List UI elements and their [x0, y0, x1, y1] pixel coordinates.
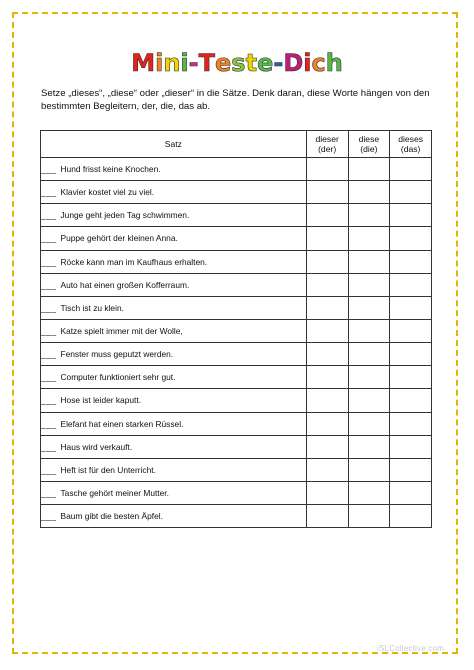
answer-cell-dieses[interactable] [390, 412, 432, 435]
instructions-text: Setze „dieses“, „diese“ oder „dieser“ in die Sätze. Denk daran, diese Worte hängen von den bestimmten Begleitern, der, die, das ab. [41, 88, 430, 112]
answer-cell-dieser[interactable] [306, 366, 348, 389]
sentence-cell [41, 296, 307, 319]
answer-cell-dieses[interactable] [390, 505, 432, 528]
header-diese-article: (die) [360, 144, 378, 154]
table-row [41, 505, 432, 528]
sentence-text: Fenster muss geputzt werden. [60, 349, 174, 360]
fill-in-blank[interactable]: ___ [41, 372, 57, 383]
title-letter: M [131, 49, 156, 77]
title-letter: t [245, 49, 258, 77]
fill-in-blank[interactable]: ___ [41, 187, 57, 198]
sentence-cell [41, 366, 307, 389]
table-row [41, 435, 432, 458]
fill-in-blank[interactable]: ___ [41, 349, 57, 360]
title-letter: T [198, 49, 215, 77]
sentence-text: Baum gibt die besten Äpfel. [60, 511, 163, 522]
answer-cell-dieser[interactable] [306, 319, 348, 342]
answer-cell-diese[interactable] [348, 435, 390, 458]
header-diese [348, 131, 390, 158]
answer-cell-diese[interactable] [348, 273, 390, 296]
title-letter: i [303, 49, 312, 77]
table-row [41, 181, 432, 204]
header-dieses-word: dieses [398, 134, 424, 144]
answer-cell-dieses[interactable] [390, 296, 432, 319]
header-sentence: Satz [41, 131, 307, 158]
answer-cell-diese[interactable] [348, 158, 390, 181]
header-dieses [390, 131, 432, 158]
sentence-cell [41, 389, 307, 412]
fill-in-blank[interactable]: ___ [41, 418, 57, 429]
fill-in-blank[interactable]: ___ [41, 164, 57, 175]
answer-cell-dieser[interactable] [306, 296, 348, 319]
answer-cell-dieses[interactable] [390, 273, 432, 296]
sentence-cell [41, 481, 307, 504]
table-header-row [41, 131, 432, 158]
answer-cell-dieses[interactable] [390, 181, 432, 204]
answer-cell-dieser[interactable] [306, 273, 348, 296]
sentence-cell [41, 181, 307, 204]
title-letter: n [163, 49, 181, 77]
answer-cell-diese[interactable] [348, 227, 390, 250]
answer-cell-dieser[interactable] [306, 227, 348, 250]
title-letter: s [231, 49, 246, 77]
title-letter: e [215, 49, 232, 77]
sentence-cell [41, 273, 307, 296]
exercise-table [40, 130, 432, 528]
sentence-text: Computer funktioniert sehr gut. [60, 372, 176, 383]
title-letter: h [325, 49, 343, 77]
sentence-cell [41, 458, 307, 481]
answer-cell-diese[interactable] [348, 458, 390, 481]
table-row [41, 296, 432, 319]
sentence-cell [41, 412, 307, 435]
table-row [41, 319, 432, 342]
answer-cell-dieser[interactable] [306, 250, 348, 273]
sentence-text: Hose ist leider kaputt. [60, 395, 142, 406]
header-diese-word: diese [358, 134, 380, 144]
title-letter: i [180, 49, 189, 77]
answer-cell-diese[interactable] [348, 412, 390, 435]
sentence-text: Klavier kostet viel zu viel. [60, 187, 155, 198]
title-letter: D [283, 49, 304, 77]
answer-cell-dieses[interactable] [390, 435, 432, 458]
answer-cell-dieser[interactable] [306, 158, 348, 181]
sentence-cell [41, 250, 307, 273]
sentence-text: Elefant hat einen starken Rüssel. [60, 418, 184, 429]
watermark: iSLCollective.com [377, 644, 444, 653]
fill-in-blank[interactable]: ___ [41, 279, 57, 290]
fill-in-blank[interactable]: ___ [41, 256, 57, 267]
header-dieser-word: dieser [315, 134, 339, 144]
answer-cell-dieses[interactable] [390, 389, 432, 412]
answer-cell-dieser[interactable] [306, 204, 348, 227]
table-row [41, 343, 432, 366]
title-letter: c [311, 49, 326, 77]
sentence-text: Tasche gehört meiner Mutter. [60, 488, 169, 499]
answer-cell-diese[interactable] [348, 389, 390, 412]
sentence-cell [41, 158, 307, 181]
table-row [41, 412, 432, 435]
table-row [41, 158, 432, 181]
table-row [41, 366, 432, 389]
sentence-text: Haus wird verkauft. [60, 441, 133, 452]
answer-cell-dieser[interactable] [306, 505, 348, 528]
table-row [41, 273, 432, 296]
sentence-cell [41, 319, 307, 342]
sentence-cell [41, 204, 307, 227]
sentence-text: Junge geht jeden Tag schwimmen. [60, 210, 190, 221]
fill-in-blank[interactable]: ___ [41, 441, 57, 452]
table-row [41, 458, 432, 481]
answer-cell-diese[interactable] [348, 505, 390, 528]
answer-cell-diese[interactable] [348, 366, 390, 389]
table-row [41, 250, 432, 273]
fill-in-blank[interactable]: ___ [41, 511, 57, 522]
answer-cell-diese[interactable] [348, 319, 390, 342]
fill-in-blank[interactable]: ___ [41, 233, 57, 244]
table-row [41, 227, 432, 250]
fill-in-blank[interactable]: ___ [41, 395, 57, 406]
answer-cell-dieses[interactable] [390, 458, 432, 481]
table-row [41, 481, 432, 504]
table-row [41, 204, 432, 227]
title-letter: - [188, 49, 199, 77]
answer-cell-dieses[interactable] [390, 250, 432, 273]
sentence-cell [41, 343, 307, 366]
table-row [41, 389, 432, 412]
fill-in-blank[interactable]: ___ [41, 326, 57, 337]
answer-cell-diese[interactable] [348, 481, 390, 504]
answer-cell-dieses[interactable] [390, 204, 432, 227]
title-letter: - [273, 49, 284, 77]
title-letter: i [155, 49, 164, 77]
answer-cell-dieses[interactable] [390, 227, 432, 250]
sentence-cell [41, 227, 307, 250]
answer-cell-dieser[interactable] [306, 435, 348, 458]
answer-cell-diese[interactable] [348, 343, 390, 366]
answer-cell-dieses[interactable] [390, 366, 432, 389]
answer-cell-diese[interactable] [348, 204, 390, 227]
answer-cell-diese[interactable] [348, 181, 390, 204]
sentence-cell [41, 505, 307, 528]
answer-cell-dieses[interactable] [390, 481, 432, 504]
sentence-text: Röcke kann man im Kaufhaus erhalten. [60, 256, 208, 267]
fill-in-blank[interactable]: ___ [41, 464, 57, 475]
header-dieses-article: (das) [400, 144, 421, 154]
answer-cell-dieser[interactable] [306, 181, 348, 204]
answer-cell-dieser[interactable] [306, 412, 348, 435]
fill-in-blank[interactable]: ___ [41, 302, 57, 313]
sentence-text: Heft ist für den Unterricht. [60, 464, 156, 475]
sentence-text: Tisch ist zu klein. [60, 302, 124, 313]
answer-cell-dieser[interactable] [306, 481, 348, 504]
answer-cell-diese[interactable] [348, 296, 390, 319]
sentence-text: Puppe gehört der kleinen Anna. [60, 233, 178, 244]
title-letter: e [257, 49, 274, 77]
header-dieser-article: (der) [318, 144, 337, 154]
answer-cell-dieser[interactable] [306, 458, 348, 481]
sentence-cell [41, 435, 307, 458]
answer-cell-dieser[interactable] [306, 343, 348, 366]
fill-in-blank[interactable]: ___ [41, 488, 57, 499]
answer-cell-dieser[interactable] [306, 389, 348, 412]
answer-cell-dieses[interactable] [390, 319, 432, 342]
answer-cell-diese[interactable] [348, 250, 390, 273]
worksheet-title [0, 49, 474, 77]
sentence-text: Katze spielt immer mit der Wolle, [60, 326, 183, 337]
answer-cell-dieses[interactable] [390, 158, 432, 181]
header-dieser [306, 131, 348, 158]
answer-cell-dieses[interactable] [390, 343, 432, 366]
fill-in-blank[interactable]: ___ [41, 210, 57, 221]
sentence-text: Hund frisst keine Knochen. [60, 164, 161, 175]
sentence-text: Auto hat einen großen Kofferraum. [60, 279, 190, 290]
